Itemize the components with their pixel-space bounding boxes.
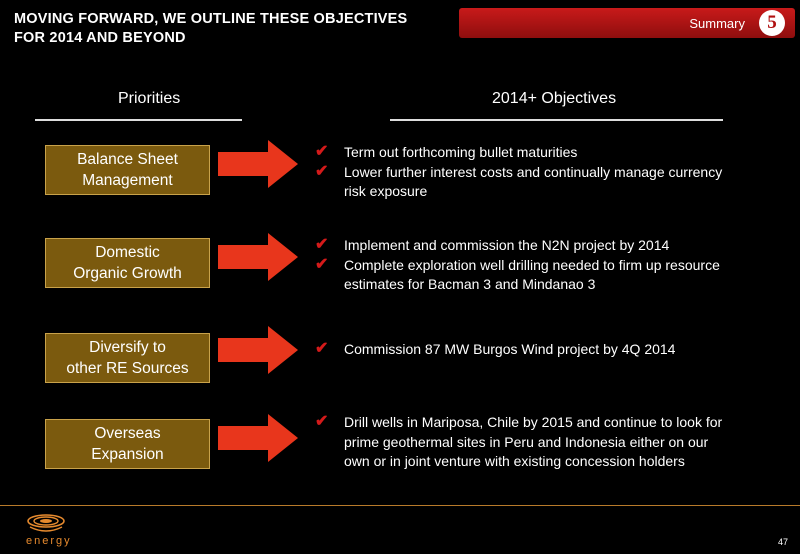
priority-label-line: Organic Growth (73, 265, 182, 282)
page-number: 47 (777, 537, 788, 547)
priority-label-line: Balance Sheet (77, 151, 178, 168)
objectives-list (315, 413, 722, 472)
priority-box-diversify (45, 333, 210, 383)
priority-box-domestic-growth (45, 238, 210, 288)
objectives-list (315, 236, 720, 295)
checkmark-icon: ✔ (315, 236, 329, 253)
objectives-heading: 2014+ Objectives (492, 90, 617, 107)
footer-divider (0, 505, 800, 506)
priority-box-overseas (45, 419, 210, 469)
checkmark-icon: ✔ (315, 143, 329, 160)
priorities-underline (35, 119, 242, 121)
arrow-right-icon (218, 140, 298, 188)
priority-label-line: Expansion (91, 446, 164, 463)
objective-item: ✔ Term out forthcoming bullet maturities (315, 143, 578, 160)
section-number-badge: 5 (759, 10, 785, 36)
arrow-right-icon (218, 233, 298, 281)
priority-box-balance-sheet (45, 145, 210, 195)
section-label: Summary (689, 16, 745, 31)
objective-item: ✔ Drill wells in Mariposa, Chile by 2015 and continue to look for prime geothermal sites in Peru and Indonesia either on our own or in joint venture with existing concession holders (315, 413, 723, 469)
objectives-list (315, 340, 675, 360)
objectives-underline (390, 119, 723, 121)
priority-label-line: other RE Sources (66, 360, 189, 377)
objective-item: ✔ Commission 87 MW Burgos Wind project by 4Q 2014 (315, 340, 676, 357)
priorities-heading: Priorities (118, 90, 181, 107)
objective-item: ✔ Complete exploration well drilling needed to firm up resource estimates for Bacman 3 and Mindanao 3 (315, 255, 720, 292)
priority-label-line: Overseas (94, 425, 161, 442)
objective-item: ✔ Lower further interest costs and continually manage currency risk exposure (315, 162, 723, 199)
objective-item: ✔ Implement and commission the N2N project by 2014 (315, 236, 670, 253)
title-line-1: MOVING FORWARD, WE OUTLINE THESE OBJECTIVES (14, 11, 408, 27)
priority-label-line: Diversify to (89, 339, 166, 356)
slide-title (14, 10, 407, 48)
logo-wordmark: energy (26, 535, 72, 547)
checkmark-icon: ✔ (315, 162, 329, 180)
arrow-right-icon (218, 326, 298, 374)
objectives-list (315, 143, 722, 202)
priority-label-line: Management (82, 172, 173, 189)
checkmark-icon: ✔ (315, 255, 329, 273)
section-tab (459, 8, 795, 38)
title-line-2: FOR 2014 AND BEYOND (14, 30, 186, 46)
priority-label-line: Domestic (95, 244, 160, 261)
checkmark-icon: ✔ (315, 340, 329, 357)
arrow-right-icon (218, 414, 298, 462)
checkmark-icon: ✔ (315, 413, 329, 430)
